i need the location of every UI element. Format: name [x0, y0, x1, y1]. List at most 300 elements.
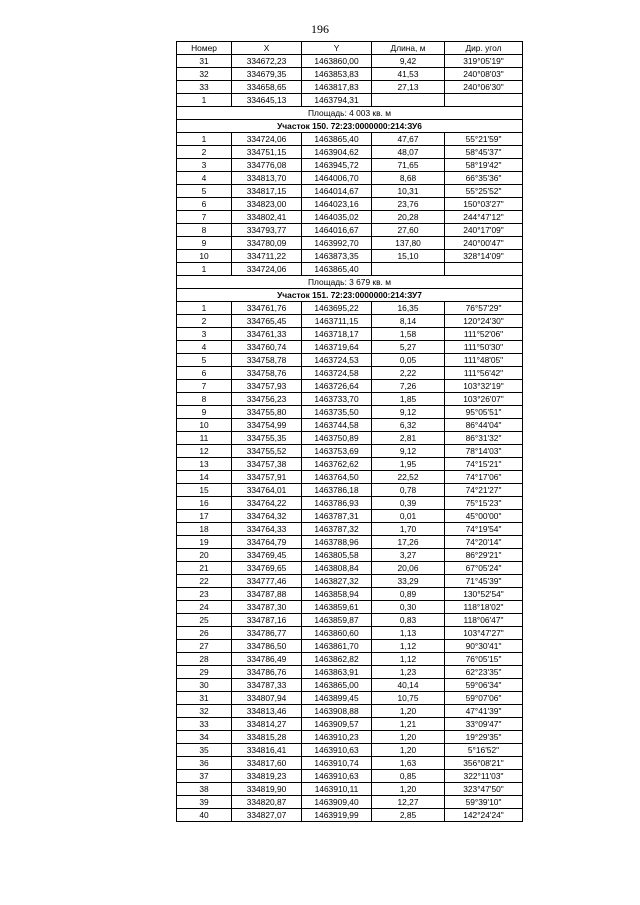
length-cell: 1,23 — [372, 666, 445, 679]
table-row — [177, 341, 523, 354]
x-coordinate-cell: 334787,33 — [232, 679, 302, 692]
table-row — [177, 68, 523, 81]
table-body — [177, 55, 523, 822]
table-row — [177, 328, 523, 341]
y-coordinate-cell: 1463805,58 — [302, 549, 372, 562]
area-summary: Площадь: 4 003 кв. м — [177, 107, 523, 120]
bearing-angle-cell: 62°23'35" — [445, 666, 523, 679]
x-coordinate-cell: 334813,70 — [232, 172, 302, 185]
bearing-angle-cell: 356°08'21" — [445, 757, 523, 770]
x-coordinate-cell: 334823,00 — [232, 198, 302, 211]
point-number-cell: 16 — [177, 497, 232, 510]
bearing-angle-cell: 130°52'54" — [445, 588, 523, 601]
table-row — [177, 406, 523, 419]
bearing-angle-cell: 45°00'00" — [445, 510, 523, 523]
point-number-cell: 35 — [177, 744, 232, 757]
point-number-cell: 2 — [177, 146, 232, 159]
table-row — [177, 224, 523, 237]
y-coordinate-cell: 1464006,70 — [302, 172, 372, 185]
bearing-angle-cell: 74°19'54" — [445, 523, 523, 536]
table-row — [177, 380, 523, 393]
bearing-angle-cell: 76°57'29" — [445, 302, 523, 315]
length-cell: 0,39 — [372, 497, 445, 510]
y-coordinate-cell: 1463865,40 — [302, 263, 372, 276]
point-number-cell: 39 — [177, 796, 232, 809]
table-row — [177, 354, 523, 367]
length-cell: 10,31 — [372, 185, 445, 198]
table-row — [177, 146, 523, 159]
x-coordinate-cell: 334786,76 — [232, 666, 302, 679]
section-title-row — [177, 289, 523, 302]
x-coordinate-cell: 334817,60 — [232, 757, 302, 770]
y-coordinate-cell: 1463794,31 — [302, 94, 372, 107]
point-number-cell: 24 — [177, 601, 232, 614]
x-coordinate-cell: 334827,07 — [232, 809, 302, 822]
bearing-angle-cell: 76°05'15" — [445, 653, 523, 666]
x-coordinate-cell: 334765,45 — [232, 315, 302, 328]
length-cell: 1,63 — [372, 757, 445, 770]
point-number-cell: 3 — [177, 159, 232, 172]
table-row — [177, 549, 523, 562]
y-coordinate-cell: 1463860,60 — [302, 627, 372, 640]
length-cell: 1,12 — [372, 653, 445, 666]
x-coordinate-cell: 334724,06 — [232, 263, 302, 276]
point-number-cell: 4 — [177, 172, 232, 185]
y-coordinate-cell: 1463726,64 — [302, 380, 372, 393]
length-cell: 1,85 — [372, 393, 445, 406]
x-coordinate-cell: 334645,13 — [232, 94, 302, 107]
point-number-cell: 38 — [177, 783, 232, 796]
y-coordinate-cell: 1464016,67 — [302, 224, 372, 237]
bearing-angle-cell: 103°26'07" — [445, 393, 523, 406]
length-cell: 1,70 — [372, 523, 445, 536]
bearing-angle-cell: 74°21'27" — [445, 484, 523, 497]
y-coordinate-cell: 1463908,88 — [302, 705, 372, 718]
bearing-angle-cell: 47°41'39" — [445, 705, 523, 718]
coordinates-table — [176, 41, 523, 822]
table-row — [177, 263, 523, 276]
y-coordinate-cell: 1463910,23 — [302, 731, 372, 744]
length-cell: 137,80 — [372, 237, 445, 250]
point-number-cell: 6 — [177, 367, 232, 380]
x-coordinate-cell: 334758,78 — [232, 354, 302, 367]
length-cell: 0,83 — [372, 614, 445, 627]
length-cell: 9,42 — [372, 55, 445, 68]
x-coordinate-cell: 334756,23 — [232, 393, 302, 406]
length-cell: 1,95 — [372, 458, 445, 471]
table-row — [177, 133, 523, 146]
bearing-angle-cell — [445, 263, 523, 276]
section-title: Участок 150. 72:23:0000000:214:ЗУ6 — [177, 120, 523, 133]
y-coordinate-cell: 1463873,35 — [302, 250, 372, 263]
x-coordinate-cell: 334819,90 — [232, 783, 302, 796]
column-header-angle: Дир. угол — [445, 42, 523, 55]
point-number-cell: 5 — [177, 354, 232, 367]
point-number-cell: 10 — [177, 419, 232, 432]
point-number-cell: 14 — [177, 471, 232, 484]
table-row — [177, 55, 523, 68]
length-cell: 0,85 — [372, 770, 445, 783]
table-row — [177, 302, 523, 315]
y-coordinate-cell: 1463695,22 — [302, 302, 372, 315]
y-coordinate-cell: 1463910,11 — [302, 783, 372, 796]
y-coordinate-cell: 1463910,63 — [302, 770, 372, 783]
table-row — [177, 94, 523, 107]
table-row — [177, 705, 523, 718]
table-row — [177, 757, 523, 770]
x-coordinate-cell: 334793,77 — [232, 224, 302, 237]
x-coordinate-cell: 334802,41 — [232, 211, 302, 224]
table-row — [177, 211, 523, 224]
length-cell: 17,26 — [372, 536, 445, 549]
y-coordinate-cell: 1463859,61 — [302, 601, 372, 614]
point-number-cell: 33 — [177, 718, 232, 731]
y-coordinate-cell: 1463862,82 — [302, 653, 372, 666]
x-coordinate-cell: 334816,41 — [232, 744, 302, 757]
table-row — [177, 770, 523, 783]
point-number-cell: 6 — [177, 198, 232, 211]
y-coordinate-cell: 1463817,83 — [302, 81, 372, 94]
y-coordinate-cell: 1463786,18 — [302, 484, 372, 497]
table-row — [177, 81, 523, 94]
bearing-angle-cell: 118°18'02" — [445, 601, 523, 614]
length-cell: 0,05 — [372, 354, 445, 367]
x-coordinate-cell: 334764,01 — [232, 484, 302, 497]
length-cell: 33,29 — [372, 575, 445, 588]
length-cell: 9,12 — [372, 445, 445, 458]
y-coordinate-cell: 1463724,53 — [302, 354, 372, 367]
section-title: Участок 151. 72:23:0000000:214:ЗУ7 — [177, 289, 523, 302]
length-cell: 27,60 — [372, 224, 445, 237]
bearing-angle-cell: 95°05'51" — [445, 406, 523, 419]
table-row — [177, 198, 523, 211]
length-cell: 23,76 — [372, 198, 445, 211]
bearing-angle-cell: 58°45'37" — [445, 146, 523, 159]
point-number-cell: 25 — [177, 614, 232, 627]
length-cell: 15,10 — [372, 250, 445, 263]
point-number-cell: 34 — [177, 731, 232, 744]
y-coordinate-cell: 1463861,70 — [302, 640, 372, 653]
y-coordinate-cell: 1463909,40 — [302, 796, 372, 809]
y-coordinate-cell: 1463718,17 — [302, 328, 372, 341]
x-coordinate-cell: 334724,06 — [232, 133, 302, 146]
point-number-cell: 8 — [177, 393, 232, 406]
x-coordinate-cell: 334777,46 — [232, 575, 302, 588]
length-cell: 2,81 — [372, 432, 445, 445]
table-row — [177, 601, 523, 614]
x-coordinate-cell: 334755,35 — [232, 432, 302, 445]
length-cell: 0,78 — [372, 484, 445, 497]
y-coordinate-cell: 1463711,15 — [302, 315, 372, 328]
length-cell: 1,20 — [372, 783, 445, 796]
y-coordinate-cell: 1463808,84 — [302, 562, 372, 575]
bearing-angle-cell: 240°06'30" — [445, 81, 523, 94]
y-coordinate-cell: 1463750,89 — [302, 432, 372, 445]
length-cell: 27,13 — [372, 81, 445, 94]
bearing-angle-cell: 323°47'50" — [445, 783, 523, 796]
bearing-angle-cell: 74°20'14" — [445, 536, 523, 549]
point-number-cell: 23 — [177, 588, 232, 601]
table-row — [177, 315, 523, 328]
length-cell: 1,20 — [372, 731, 445, 744]
length-cell: 20,28 — [372, 211, 445, 224]
table-row — [177, 393, 523, 406]
y-coordinate-cell: 1463909,57 — [302, 718, 372, 731]
table-row — [177, 692, 523, 705]
point-number-cell: 37 — [177, 770, 232, 783]
table-row — [177, 575, 523, 588]
length-cell: 1,20 — [372, 744, 445, 757]
point-number-cell: 10 — [177, 250, 232, 263]
table-row — [177, 653, 523, 666]
bearing-angle-cell: 67°05'24" — [445, 562, 523, 575]
x-coordinate-cell: 334787,30 — [232, 601, 302, 614]
x-coordinate-cell: 334757,91 — [232, 471, 302, 484]
point-number-cell: 1 — [177, 302, 232, 315]
point-number-cell: 36 — [177, 757, 232, 770]
length-cell: 5,27 — [372, 341, 445, 354]
point-number-cell: 8 — [177, 224, 232, 237]
point-number-cell: 29 — [177, 666, 232, 679]
table-row — [177, 614, 523, 627]
bearing-angle-cell: 71°45'39" — [445, 575, 523, 588]
table-row — [177, 536, 523, 549]
bearing-angle-cell: 111°48'05" — [445, 354, 523, 367]
length-cell: 20,06 — [372, 562, 445, 575]
y-coordinate-cell: 1463858,94 — [302, 588, 372, 601]
length-cell: 1,20 — [372, 705, 445, 718]
y-coordinate-cell: 1463910,74 — [302, 757, 372, 770]
bearing-angle-cell: 142°24'24" — [445, 809, 523, 822]
x-coordinate-cell: 334755,52 — [232, 445, 302, 458]
length-cell: 0,30 — [372, 601, 445, 614]
point-number-cell: 7 — [177, 211, 232, 224]
length-cell: 1,13 — [372, 627, 445, 640]
table-row — [177, 445, 523, 458]
table-row — [177, 185, 523, 198]
point-number-cell: 9 — [177, 406, 232, 419]
length-cell: 10,75 — [372, 692, 445, 705]
y-coordinate-cell: 1463744,58 — [302, 419, 372, 432]
y-coordinate-cell: 1463735,50 — [302, 406, 372, 419]
y-coordinate-cell: 1463992,70 — [302, 237, 372, 250]
length-cell: 9,12 — [372, 406, 445, 419]
y-coordinate-cell: 1463860,00 — [302, 55, 372, 68]
bearing-angle-cell: 5°16'52" — [445, 744, 523, 757]
y-coordinate-cell: 1463733,70 — [302, 393, 372, 406]
table-row — [177, 458, 523, 471]
table-row — [177, 718, 523, 731]
length-cell: 3,27 — [372, 549, 445, 562]
point-number-cell: 26 — [177, 627, 232, 640]
point-number-cell: 7 — [177, 380, 232, 393]
column-header-number: Номер — [177, 42, 232, 55]
column-header-x: X — [232, 42, 302, 55]
point-number-cell: 18 — [177, 523, 232, 536]
point-number-cell: 17 — [177, 510, 232, 523]
length-cell: 7,26 — [372, 380, 445, 393]
y-coordinate-cell: 1463945,72 — [302, 159, 372, 172]
length-cell: 0,89 — [372, 588, 445, 601]
point-number-cell: 40 — [177, 809, 232, 822]
bearing-angle-cell: 86°31'32" — [445, 432, 523, 445]
bearing-angle-cell: 244°47'12" — [445, 211, 523, 224]
table-row — [177, 237, 523, 250]
table-row — [177, 627, 523, 640]
length-cell: 6,32 — [372, 419, 445, 432]
y-coordinate-cell: 1463904,62 — [302, 146, 372, 159]
length-cell: 0,01 — [372, 510, 445, 523]
length-cell: 22,52 — [372, 471, 445, 484]
point-number-cell: 1 — [177, 94, 232, 107]
y-coordinate-cell: 1463863,91 — [302, 666, 372, 679]
y-coordinate-cell: 1463787,32 — [302, 523, 372, 536]
x-coordinate-cell: 334754,99 — [232, 419, 302, 432]
point-number-cell: 21 — [177, 562, 232, 575]
x-coordinate-cell: 334786,49 — [232, 653, 302, 666]
x-coordinate-cell: 334761,33 — [232, 328, 302, 341]
y-coordinate-cell: 1463788,96 — [302, 536, 372, 549]
bearing-angle-cell: 78°14'03" — [445, 445, 523, 458]
point-number-cell: 5 — [177, 185, 232, 198]
x-coordinate-cell: 334761,76 — [232, 302, 302, 315]
bearing-angle-cell: 240°08'03" — [445, 68, 523, 81]
bearing-angle-cell: 59°06'34" — [445, 679, 523, 692]
table-row — [177, 471, 523, 484]
point-number-cell: 32 — [177, 705, 232, 718]
table-row — [177, 562, 523, 575]
bearing-angle-cell — [445, 94, 523, 107]
column-header-length: Длина, м — [372, 42, 445, 55]
bearing-angle-cell: 111°52'06" — [445, 328, 523, 341]
length-cell: 47,67 — [372, 133, 445, 146]
table-row — [177, 796, 523, 809]
y-coordinate-cell: 1463910,63 — [302, 744, 372, 757]
point-number-cell: 4 — [177, 341, 232, 354]
area-summary: Площадь: 3 679 кв. м — [177, 276, 523, 289]
bearing-angle-cell: 55°21'59" — [445, 133, 523, 146]
table-row — [177, 419, 523, 432]
x-coordinate-cell: 334711,22 — [232, 250, 302, 263]
bearing-angle-cell: 111°50'30" — [445, 341, 523, 354]
length-cell: 41,53 — [372, 68, 445, 81]
bearing-angle-cell: 66°35'36" — [445, 172, 523, 185]
table-row — [177, 731, 523, 744]
y-coordinate-cell: 1464014,67 — [302, 185, 372, 198]
bearing-angle-cell: 86°44'04" — [445, 419, 523, 432]
bearing-angle-cell: 19°29'35" — [445, 731, 523, 744]
bearing-angle-cell: 319°05'19" — [445, 55, 523, 68]
x-coordinate-cell: 334769,65 — [232, 562, 302, 575]
x-coordinate-cell: 334764,22 — [232, 497, 302, 510]
bearing-angle-cell: 74°15'21" — [445, 458, 523, 471]
bearing-angle-cell: 120°24'30" — [445, 315, 523, 328]
x-coordinate-cell: 334817,15 — [232, 185, 302, 198]
section-title-row — [177, 120, 523, 133]
bearing-angle-cell: 328°14'09" — [445, 250, 523, 263]
x-coordinate-cell: 334786,50 — [232, 640, 302, 653]
x-coordinate-cell: 334757,93 — [232, 380, 302, 393]
bearing-angle-cell: 75°15'23" — [445, 497, 523, 510]
y-coordinate-cell: 1463827,32 — [302, 575, 372, 588]
point-number-cell: 13 — [177, 458, 232, 471]
point-number-cell: 2 — [177, 315, 232, 328]
length-cell: 1,58 — [372, 328, 445, 341]
length-cell — [372, 94, 445, 107]
table-row — [177, 497, 523, 510]
x-coordinate-cell: 334758,76 — [232, 367, 302, 380]
length-cell: 8,68 — [372, 172, 445, 185]
point-number-cell: 30 — [177, 679, 232, 692]
table-row — [177, 744, 523, 757]
point-number-cell: 32 — [177, 68, 232, 81]
table-row — [177, 250, 523, 263]
x-coordinate-cell: 334786,77 — [232, 627, 302, 640]
bearing-angle-cell: 86°29'21" — [445, 549, 523, 562]
table-header-row — [177, 42, 523, 55]
bearing-angle-cell: 103°47'27" — [445, 627, 523, 640]
bearing-angle-cell: 118°06'47" — [445, 614, 523, 627]
y-coordinate-cell: 1463724,58 — [302, 367, 372, 380]
page-number: 196 — [311, 22, 329, 36]
bearing-angle-cell: 240°17'09" — [445, 224, 523, 237]
length-cell: 48,07 — [372, 146, 445, 159]
point-number-cell: 20 — [177, 549, 232, 562]
bearing-angle-cell: 103°32'19" — [445, 380, 523, 393]
x-coordinate-cell: 334764,32 — [232, 510, 302, 523]
bearing-angle-cell: 150°03'27" — [445, 198, 523, 211]
point-number-cell: 27 — [177, 640, 232, 653]
point-number-cell: 19 — [177, 536, 232, 549]
x-coordinate-cell: 334814,27 — [232, 718, 302, 731]
length-cell — [372, 263, 445, 276]
y-coordinate-cell: 1463899,45 — [302, 692, 372, 705]
bearing-angle-cell: 59°07'06" — [445, 692, 523, 705]
bearing-angle-cell: 58°19'42" — [445, 159, 523, 172]
point-number-cell: 1 — [177, 263, 232, 276]
length-cell: 1,12 — [372, 640, 445, 653]
bearing-angle-cell: 59°39'10" — [445, 796, 523, 809]
point-number-cell: 12 — [177, 445, 232, 458]
x-coordinate-cell: 334764,79 — [232, 536, 302, 549]
table-row — [177, 432, 523, 445]
y-coordinate-cell: 1463762,62 — [302, 458, 372, 471]
x-coordinate-cell: 334787,16 — [232, 614, 302, 627]
x-coordinate-cell: 334760,74 — [232, 341, 302, 354]
area-row — [177, 276, 523, 289]
y-coordinate-cell: 1463865,40 — [302, 133, 372, 146]
bearing-angle-cell: 240°00'47" — [445, 237, 523, 250]
x-coordinate-cell: 334780,09 — [232, 237, 302, 250]
length-cell: 2,22 — [372, 367, 445, 380]
point-number-cell: 9 — [177, 237, 232, 250]
x-coordinate-cell: 334751,15 — [232, 146, 302, 159]
column-header-y: Y — [302, 42, 372, 55]
point-number-cell: 1 — [177, 133, 232, 146]
x-coordinate-cell: 334764,33 — [232, 523, 302, 536]
y-coordinate-cell: 1463719,64 — [302, 341, 372, 354]
table-row — [177, 783, 523, 796]
point-number-cell: 3 — [177, 328, 232, 341]
table-row — [177, 159, 523, 172]
y-coordinate-cell: 1464035,02 — [302, 211, 372, 224]
y-coordinate-cell: 1463787,31 — [302, 510, 372, 523]
bearing-angle-cell: 74°17'06" — [445, 471, 523, 484]
y-coordinate-cell: 1463859,87 — [302, 614, 372, 627]
y-coordinate-cell: 1463786,93 — [302, 497, 372, 510]
table-row — [177, 666, 523, 679]
length-cell: 8,14 — [372, 315, 445, 328]
